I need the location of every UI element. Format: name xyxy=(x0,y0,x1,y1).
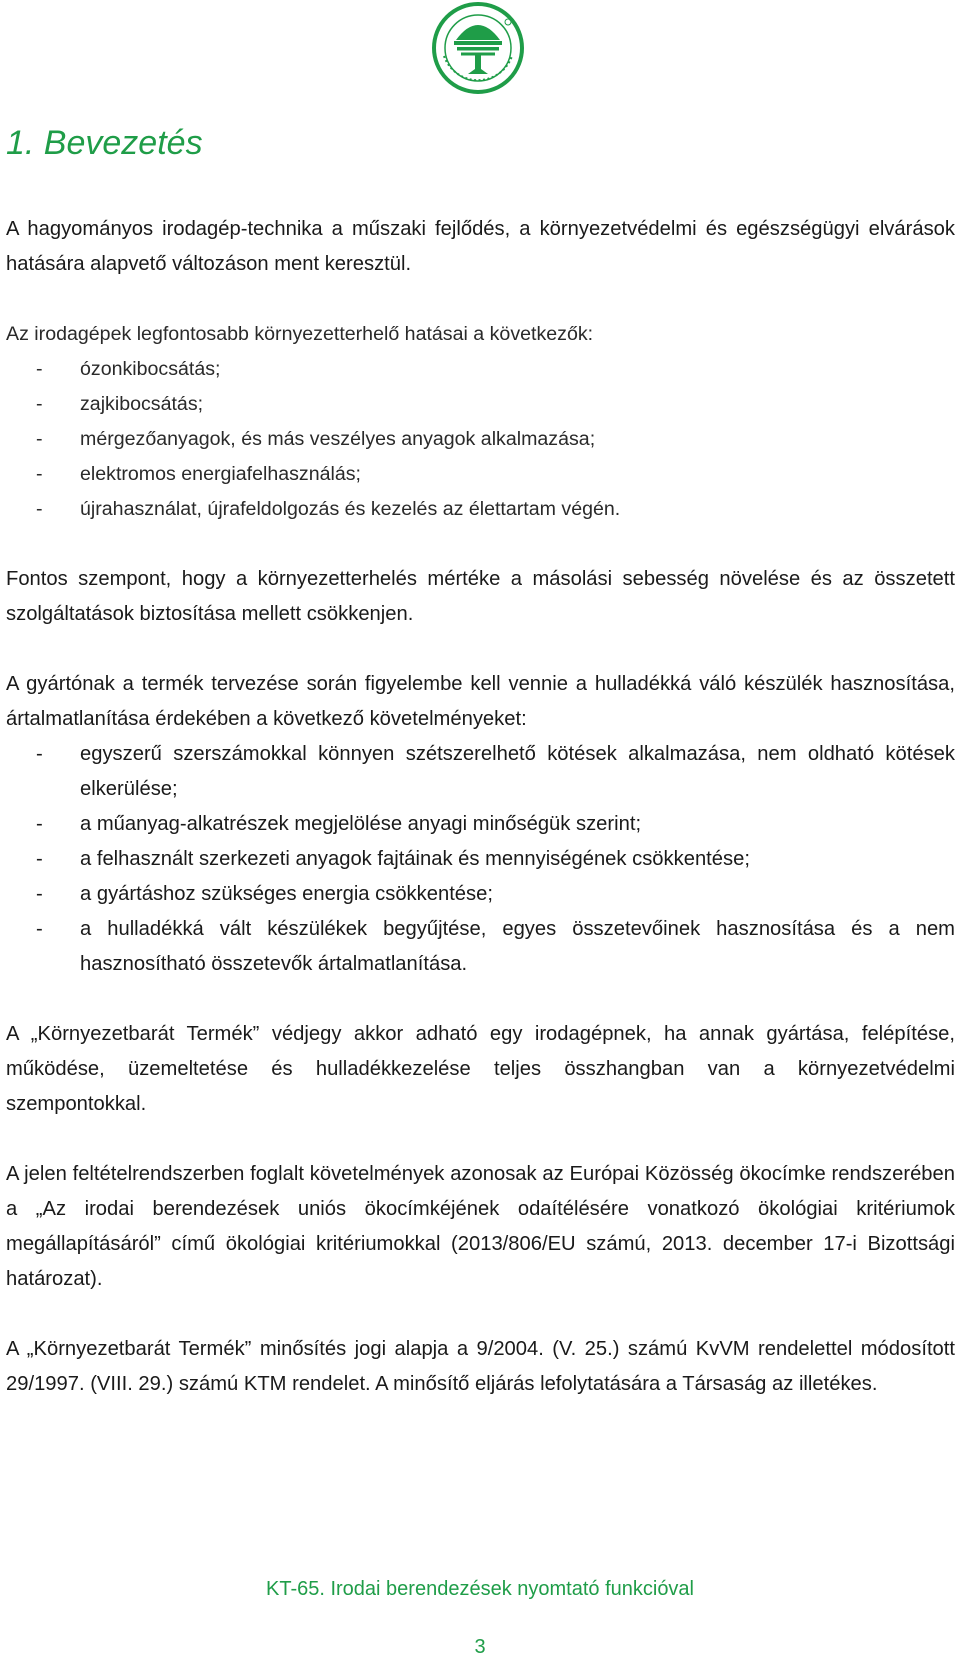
list-item: - zajkibocsátás; xyxy=(36,393,204,415)
tree-logo-icon xyxy=(430,0,526,96)
impacts-list xyxy=(6,352,955,527)
list-item: - a felhasznált szerkezeti anyagok fajtáinak és mennyiségének csökkentése; xyxy=(36,848,750,870)
eu-ecolabel-paragraph: A jelen feltételrendszerben foglalt követelmények azonosak az Európai Közösség ökocímke rendszerében a „Az irodai berendezések uniós ökocímkéjének odaítélésére vonatkozó ökológiai kritériumok megállapításáról” című ökológiai kritériumokkal (2013/806/EU számú, 2013. december 17-i Bizottsági határozat). xyxy=(6,1163,955,1290)
list-item: - újrahasználat, újrafeldolgozás és kezelés az élettartam végén. xyxy=(36,498,621,520)
section-heading: 1. Bevezetés xyxy=(6,124,203,162)
footer-title: KT-65. Irodai berendezések nyomtató funkcióval xyxy=(265,1578,695,1600)
environmental-label-logo xyxy=(430,0,526,96)
impacts-intro: Az irodagépek legfontosabb környezetterhelő hatásai a következők: xyxy=(6,323,594,345)
document-body xyxy=(6,212,955,1402)
requirements-list xyxy=(6,737,955,982)
list-item: - ózonkibocsátás; xyxy=(36,358,221,380)
page-number: 3 xyxy=(474,1636,486,1658)
requirements-intro: A gyártónak a termék tervezése során figyelembe kell vennie a hulladékká váló készülék hasznosítása, ártalmatlanítása érdekében a következő követelményeket: xyxy=(6,673,955,730)
priority-paragraph: Fontos szempont, hogy a környezetterhelés mértéke a másolási sebesség növelése és az összetett szolgáltatások biztosítása mellett csökkenjen. xyxy=(6,568,955,625)
list-item: - elektromos energiafelhasználás; xyxy=(36,463,361,485)
trademark-paragraph: A „Környezetbarát Termék” védjegy akkor adható egy irodagépnek, ha annak gyártása, felépítése, működése, üzemeltetése és hulladékkezelése teljes összhangban van a környezetvédelmi szempontokkal. xyxy=(6,1023,955,1115)
list-item: - a műanyag-alkatrészek megjelölése anyagi minőségük szerint; xyxy=(36,813,642,835)
list-item: - mérgezőanyagok, és más veszélyes anyagok alkalmazása; xyxy=(36,428,596,450)
legal-basis-paragraph: A „Környezetbarát Termék” minősítés jogi alapja a 9/2004. (V. 25.) számú KvVM rendelettel módosított 29/1997. (VIII. 29.) számú KTM rendelet. A minősítő eljárás lefolytatására a Társaság az illetékes. xyxy=(6,1338,955,1395)
list-item: - a gyártáshoz szükséges energia csökkentése; xyxy=(36,883,493,905)
intro-paragraph: A hagyományos irodagép-technika a műszaki fejlődés, a környezetvédelmi és egészségügyi elvárások hatására alapvető változáson ment keresztül. xyxy=(6,218,955,275)
list-item: - egyszerű szerszámokkal könnyen szétszerelhető kötések alkalmazása, nem oldható kötések elkerülése; xyxy=(36,743,955,800)
list-item: - a hulladékká vált készülékek begyűjtése, egyes összetevőinek hasznosítása és a nem hasznosítható összetevők ártalmatlanítása. xyxy=(36,918,955,975)
